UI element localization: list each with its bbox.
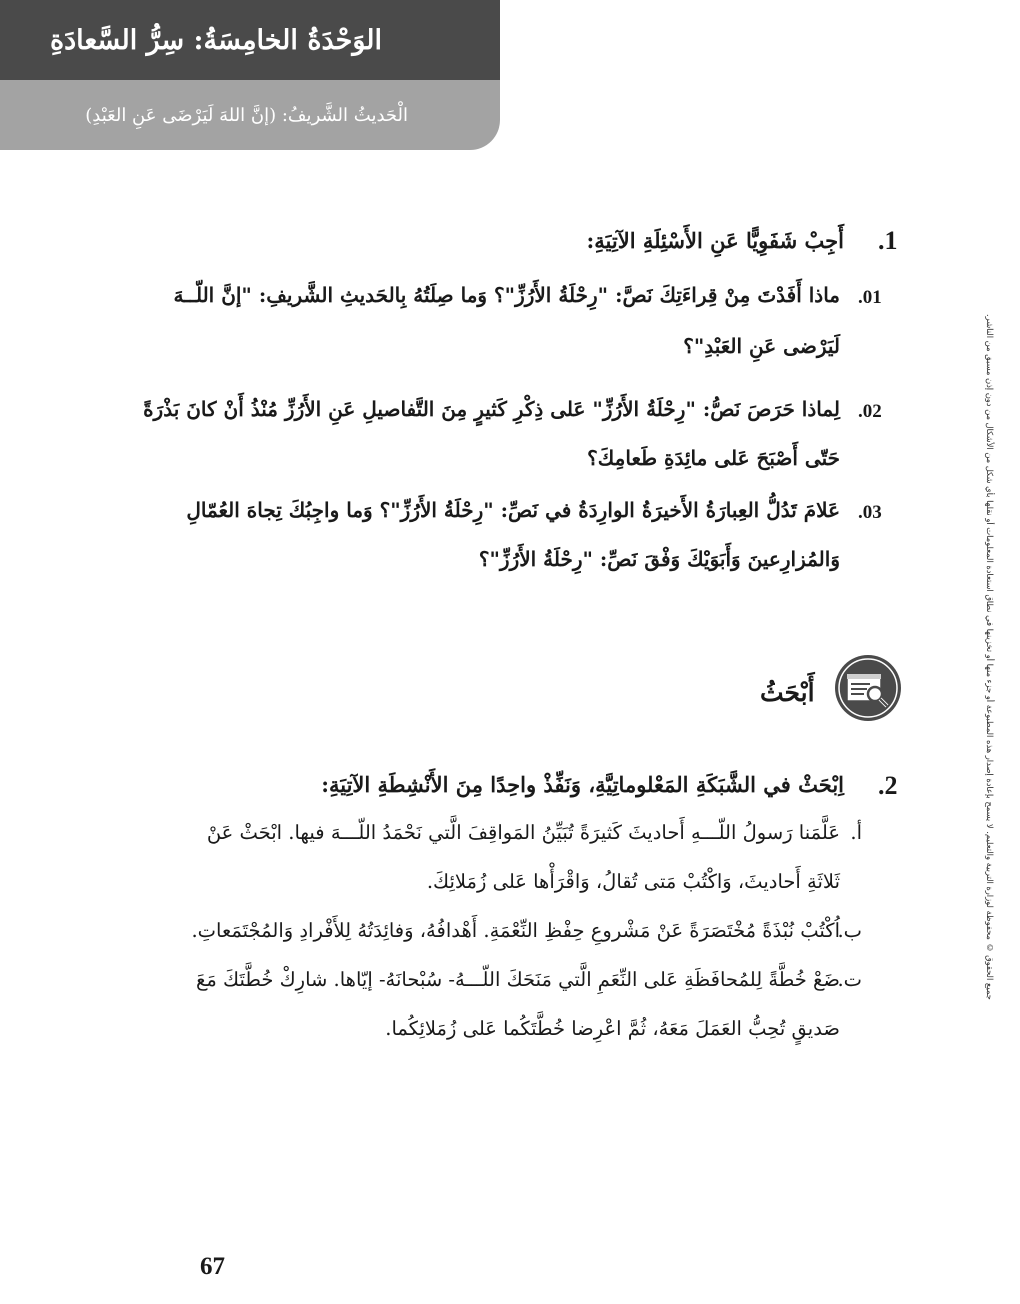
- question-number: .2: [878, 771, 898, 800]
- activity-line: عَلَّمَنا رَسولُ اللّـــهِ أَحاديثَ كَثيرَةً تُبَيِّنُ المَواقِفَ الَّتي نَحْمَدُ اللّـــهَ فيها. ابْحَثْ عَنْ: [206, 821, 840, 844]
- question-title: اِبْحَثْ في الشَّبَكَةِ المَعْلوماتِيَّةِ، وَنَفِّذْ واحِدًا مِنَ الأَنْشِطَةِ الآتِيَةِ:: [321, 772, 844, 797]
- item-number: .02: [858, 401, 882, 422]
- item-line: عَلامَ تَدُلُّ العِبارَةُ الأَخيرَةُ الوارِدَةُ في نَصِّ: "رِحْلَةُ الأَرُزِّ"؟ وَما واجِبُكَ تِجاهَ العُمّالِ: [186, 498, 840, 522]
- unit-title: الوَحْدَةُ الخامِسَةُ: سِرُّ السَّعادَةِ: [0, 0, 500, 80]
- lesson-title: الْحَديثُ الشَّريفُ: (إنَّ اللهَ لَيَرْضَى عَنِ العَبْدِ): [0, 80, 500, 150]
- item-line: لِماذا حَرَصَ نَصُّ: "رِحْلَةُ الأَرُزِّ" عَلى ذِكْرِ كَثيرٍ مِنَ التَّفاصيلِ عَنِ الأَرُزِّ مُنْذُ أَنْ كانَ بَذْرَةً: [143, 397, 840, 421]
- search-heading: أَبْحَثُ: [760, 678, 815, 707]
- activity-marker: ب.: [837, 919, 862, 942]
- activity-line: اُكْتُبْ نُبْذَةً مُخْتَصَرَةً عَنْ مَشْروعِ حِفْظِ النِّعْمَةِ. أَهْدافُهُ، وَفائِدَتُهُ لِلأَفْرادِ وَالمُجْتَمَعاتِ.: [191, 919, 840, 942]
- item-number: .03: [858, 502, 882, 523]
- item-line: وَالمُزارِعينَ وَأَبَوَيْكَ وَفْقَ نَصِّ: "رِحْلَةُ الأَرُزِّ"؟: [478, 547, 840, 571]
- activity-marker: أ.: [850, 821, 862, 844]
- page-number: 67: [200, 1253, 225, 1280]
- activity-line: صَديقٍ تُحِبُّ العَمَلَ مَعَهُ، ثُمَّ اعْرِضا خُطَّتَكُما عَلى زُمَلائِكُما.: [385, 1017, 840, 1040]
- item-number: .01: [858, 287, 882, 308]
- question-title: أَجِبْ شَفَوِيًّا عَنِ الأَسْئِلَةِ الآتِيَةِ:: [586, 228, 844, 253]
- question-number: .1: [878, 226, 898, 255]
- item-line: لَيَرْضى عَنِ العَبْدِ"؟: [683, 334, 840, 358]
- unit-header: [0, 0, 500, 150]
- search-document-icon: [834, 654, 902, 722]
- activity-line: ضَعْ خُطَّةً لِلمُحافَظَةِ عَلى النِّعَمِ الَّتي مَنَحَكَ اللّـــهُ- سُبْحانَهُ- إيّاها. شارِكْ خُطَّتَكَ مَعَ: [195, 968, 840, 991]
- item-line: حَتّى أَصْبَحَ عَلى مائِدَةِ طَعامِكَ؟: [587, 446, 840, 470]
- activity-marker: ت.: [837, 968, 862, 991]
- item-line: ماذا أَفَدْتَ مِنْ قِراءَتِكَ نَصَّ: "رِحْلَةُ الأَرُزِّ"؟ وَما صِلَتُهُ بِالحَديثِ الشَّريفِ: "إنَّ اللّــهَ: [173, 283, 840, 307]
- copyright-note: جميع الحقوق © محفوظة لوزارة التربية والتعليم. لا يسمح بإعادة إصدار هذه المطبوعة أو جزء منها أو تخزينها في نطاق استعادة المعلومات أو نقلها بأي شكل من الأشكال من دون إذن مسبق من الناشر.: [985, 314, 995, 1000]
- activity-line: ثَلاثَةِ أَحاديثَ، وَاكْتُبْ مَتى تُقالُ، وَاقْرَأْها عَلى زُمَلائِكَ.: [426, 870, 840, 893]
